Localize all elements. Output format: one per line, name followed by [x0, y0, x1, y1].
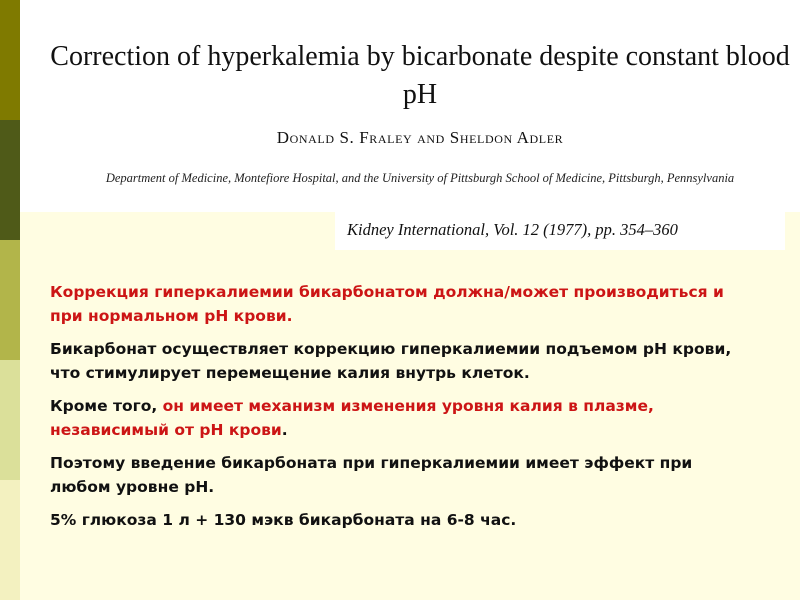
paragraph-3-prefix: Кроме того,: [50, 397, 163, 415]
paragraph-1: Коррекция гиперкалиемии бикарбонатом должна/может производиться и при нормальном pH крови.: [50, 283, 724, 325]
paper-affiliation: Department of Medicine, Montefiore Hospital, and the University of Pittsburgh School of Medicine, Pittsburgh, Pennsylvania: [105, 171, 735, 185]
sidebar-segment: [0, 240, 20, 360]
paragraph-5: 5% глюкоза 1 л + 130 мэкв бикарбоната на 6-8 час.: [50, 511, 517, 529]
paper-authors: Donald S. Fraley and Sheldon Adler: [276, 128, 564, 147]
paragraph-3: [50, 394, 750, 442]
sidebar-segment: [0, 360, 20, 480]
paragraph-3-highlight: он имеет механизм изменения уровня калия в плазме, независимый от pH крови: [50, 397, 654, 439]
sidebar-segment: [0, 480, 20, 600]
sidebar-segment: [0, 120, 20, 240]
decorative-sidebar: [0, 0, 20, 600]
paragraph-3-suffix: .: [281, 421, 288, 439]
citation-box: [335, 212, 785, 250]
citation-text: Kidney International, Vol. 12 (1977), pp. 354–360: [347, 220, 678, 239]
paper-title: Correction of hyperkalemia by bicarbonate despite constant blood pH: [50, 41, 790, 110]
sidebar-segment: [0, 0, 20, 120]
paragraph-4: Поэтому введение бикарбоната при гиперкалиемии имеет эффект при любом уровне pH.: [50, 454, 693, 496]
slide-body: [50, 280, 750, 541]
paper-header-image: [20, 0, 800, 212]
paragraph-2: Бикарбонат осуществляет коррекцию гиперкалиемии подъемом pH крови, что стимулирует перемещение калия внутрь клеток.: [50, 340, 732, 382]
